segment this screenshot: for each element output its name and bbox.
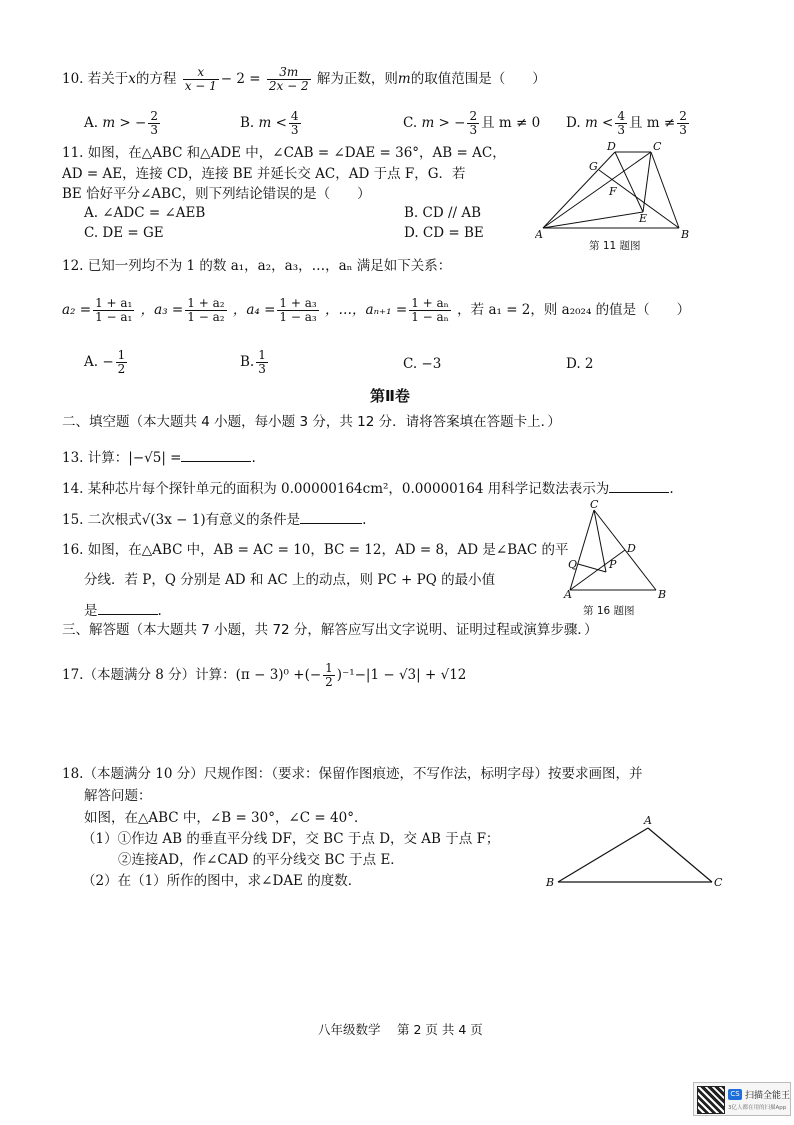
- q11-segment-ce: [643, 152, 651, 212]
- q10-option-a: A. m > − $\frac{2}{3}$: [84, 109, 158, 137]
- q11-label-b: B: [681, 228, 690, 240]
- q15-answer-blank: [300, 509, 362, 524]
- q10-eq-mid: − 2 =: [220, 71, 261, 87]
- q16-segment-cp: [594, 510, 606, 572]
- q16-label-p: P: [609, 558, 617, 571]
- q16-answer-blank: [98, 600, 158, 615]
- q11-line-3: BE 恰好平分∠ABC，则下列结论错误的是（ ）: [62, 186, 371, 202]
- question-10: [62, 66, 546, 93]
- q10-option-d: D. m < $\frac{4}{3}$ 且 m ≠ $\frac{2}{3}$: [566, 109, 687, 137]
- q11-segment-ae: [543, 212, 643, 228]
- q10-stem-post: 解为正数，则: [316, 71, 398, 87]
- q18-line-4: （1）①作边 AB 的垂直平分线 DF，交 BC 于点 D，交 AB 于点 F；: [82, 831, 500, 847]
- q11-label-a: A: [535, 228, 543, 240]
- scanner-name: 扫描全能王: [745, 1091, 791, 1101]
- scanner-watermark: [693, 1082, 791, 1116]
- q16-label-q: Q: [568, 558, 578, 571]
- question-17: 17.（本题满分 8 分）计算：(π − 3)⁰ +(− $\frac{1}{2}$ )⁻¹−|1 − √3| + √12: [62, 661, 467, 689]
- q16-label-b: B: [658, 588, 667, 601]
- q16-segment-ac: [570, 510, 594, 590]
- q10-stem: 10. 若关于: [62, 71, 129, 87]
- q12-option-d: D. 2: [566, 356, 594, 372]
- question-15: 15. 二次根式√(3x − 1)有意义的条件是 .: [62, 509, 366, 531]
- q10-option-c: C. m > − $\frac{2}{3}$ 且 m ≠ 0: [403, 109, 541, 137]
- q11-label-c: C: [653, 140, 662, 153]
- q12-line-1: 12. 已知一列均不为 1 的数 a₁，a₂，a₃，…，aₙ 满足如下关系：: [62, 258, 452, 274]
- q18-label-a: A: [644, 814, 652, 827]
- q11-figure-caption: 第 11 题图: [589, 240, 641, 252]
- q18-figure: [540, 812, 730, 892]
- q16-label-c: C: [590, 498, 599, 511]
- q12-recurrence: a₂ = $\frac{\text{1 + a₁}}{\text{1 − a₁}}$ ，a₃ = $\frac{\text{1 + a₂}}{\text{1 − a₂}}$ ，a₄ = $\frac{\text{1 + a₃}}{\text{1 − a₃}}$ ，…，aₙ₊₁ = $\frac{\text{1 + aₙ}}{\text{1 − aₙ}}$ ，若 a₁ = 2，则 a₂₀₂₄ 的值是（ ）: [62, 296, 691, 324]
- q18-segment-ba: [558, 828, 648, 882]
- camscanner-logo-icon: CS: [728, 1089, 742, 1100]
- q10-stem-end: 的取值范围是（ ）: [410, 71, 546, 87]
- q11-line-1: 11. 如图，在△ABC 和△ADE 中，∠CAB = ∠DAE = 36°，AB = AC，: [62, 145, 506, 161]
- q18-line-2: 解答问题：: [84, 788, 152, 804]
- question-14: 14. 某种芯片每个探针单元的面积为 0.00000164cm²，0.00000164 用科学记数法表示为 .: [62, 478, 674, 500]
- q16-label-a: A: [564, 588, 572, 601]
- q18-line-1: 18.（本题满分 10 分）尺规作图：（要求：保留作图痕迹，不写作法，标明字母）按要求画图，并: [62, 766, 643, 782]
- q12-option-b: B. $\frac{1}{3}$: [240, 348, 266, 376]
- q11-option-a: A. ∠ADC = ∠AEB: [84, 205, 206, 221]
- scanner-tagline: 3亿人都在用的扫描App: [728, 1105, 787, 1111]
- q13-answer-blank: [181, 447, 251, 462]
- q14-answer-blank: [609, 478, 669, 493]
- q16-label-d: D: [627, 542, 636, 555]
- q18-line-5: ②连接AD，作∠CAD 的平分线交 BC 于点 E．: [118, 852, 404, 868]
- q18-line-3: 如图，在△ABC 中，∠B = 30°，∠C = 40°．: [84, 810, 368, 826]
- q11-label-f: F: [609, 185, 617, 198]
- q16-line-2: 分线．若 P，Q 分别是 AD 和 AC 上的动点，则 PC + PQ 的最小值: [84, 572, 496, 588]
- part-2-title: 第Ⅱ卷: [370, 387, 410, 405]
- q11-option-c: C. DE = GE: [84, 225, 164, 241]
- q16-line-1: 16. 如图，在△ABC 中，AB = AC = 10，BC = 12，AD = 8，AD 是∠BAC 的平: [62, 542, 569, 558]
- q16-figure-caption: 第 16 题图: [583, 605, 635, 617]
- q11-label-g: G: [589, 160, 598, 173]
- q12-option-c: C. −3: [403, 356, 442, 372]
- q12-option-a: A. − $\frac{1}{2}$: [84, 348, 126, 376]
- question-13: 13. 计算：|−√5| = .: [62, 447, 256, 469]
- q11-figure: [535, 140, 695, 240]
- q11-segment-ad: [543, 152, 615, 228]
- q10-option-b: B. m < $\frac{4}{3}$: [240, 109, 299, 137]
- q11-option-b: B. CD // AB: [404, 205, 482, 221]
- q11-label-e: E: [639, 212, 648, 225]
- q10-stem-mid: 的方程: [135, 71, 177, 87]
- section-3-heading: 三、解答题（本大题共 7 小题，共 72 分，解答应写出文字说明、证明过程或演算步骤．）: [62, 622, 598, 638]
- q11-label-d: D: [607, 140, 616, 153]
- q18-segment-ac: [648, 828, 712, 882]
- section-2-heading: 二、填空题（本大题共 4 小题，每小题 3 分，共 12 分．请将答案填在答题卡上．）: [62, 414, 561, 430]
- q11-option-d: D. CD = BE: [404, 225, 484, 241]
- q11-segment-cb: [651, 152, 679, 228]
- q16-segment-pq: [578, 564, 606, 572]
- page-footer: 八年级数学 第 2 页 共 4 页: [318, 1022, 483, 1037]
- q10-fraction-2: $\frac{3m}{2x - 2}$: [268, 65, 309, 93]
- q18-label-b: B: [546, 876, 555, 889]
- qr-code-icon: [697, 1086, 725, 1114]
- q10-var: x: [128, 71, 136, 87]
- q16-figure: [548, 498, 673, 603]
- q18-label-c: C: [714, 876, 723, 889]
- q18-line-6: （2）在（1）所作的图中，求∠DAE 的度数．: [82, 873, 362, 889]
- q10-fraction-1: $\frac{x}{x - 1}$: [184, 65, 217, 93]
- q11-line-2: AD = AE，连接 CD，连接 BE 并延长交 AC，AD 于点 F，G．若: [62, 166, 466, 182]
- q16-line-3: 是 .: [84, 600, 162, 622]
- q10-var-m: m: [397, 71, 411, 87]
